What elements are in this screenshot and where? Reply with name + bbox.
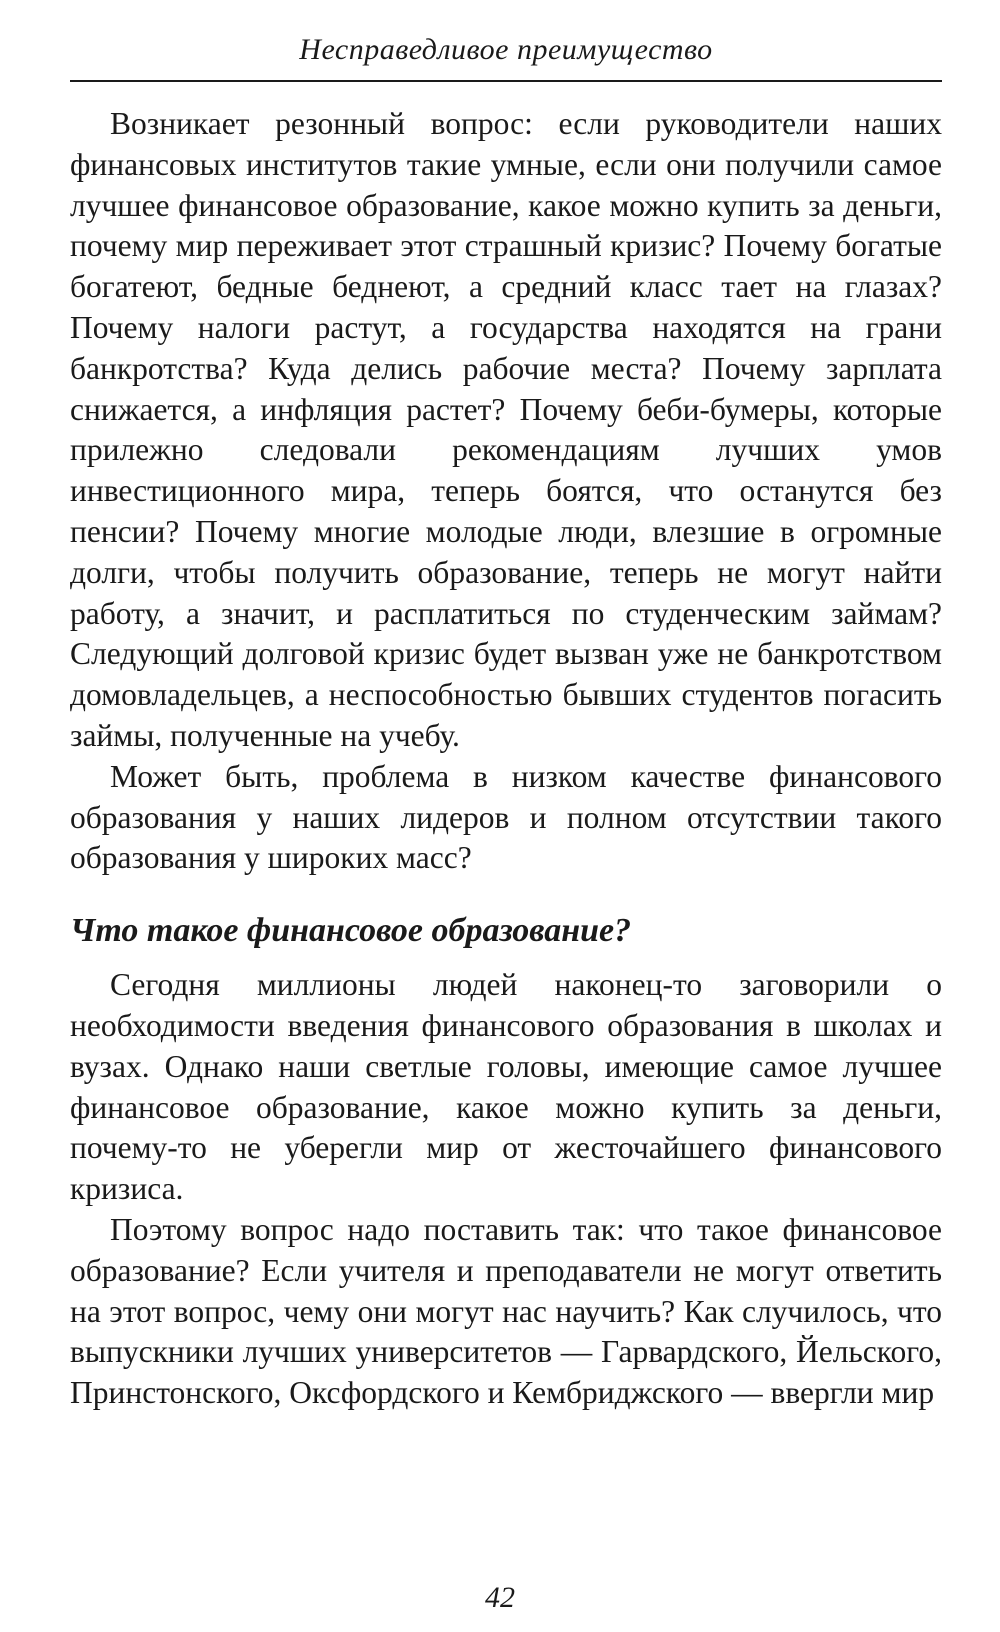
running-head: Несправедливое преимущество [299, 33, 713, 66]
paragraph: Возникает резонный вопрос: если руководители наших финансовых институтов такие умные, если они получили самое лучшее финансовое образование, какое можно купить за деньги, почему мир переживает этот страшный кризис? Почему богатые богатеют, бедные беднеют, а средний класс тает на глазах? Почему налоги растут, а государства находятся на грани банкротства? Куда делись рабочие места? Почему зарплата снижается, а инфляция растет? Почему беби-бумеры, которые прилежно следовали рекомендациям лучших умов инвестиционного мира, теперь боятся, что останутся без пенсии? Почему многие молодые люди, влезшие в огромные долги, чтобы получить образование, теперь не могут найти работу, а значит, и расплатиться по студенческим займам? Следующий долговой кризис будет вызван уже не банкротством домовладельцев, а неспособностью бывших студентов погасить займы, полученные на учебу. [70, 106, 942, 753]
section-heading: Что такое финансовое образование? [70, 912, 632, 950]
header-rule [70, 80, 942, 82]
page-number: 42 [485, 1581, 515, 1614]
paragraph: Может быть, проблема в низком качестве финансового образования у наших лидеров и полном отсутствии такого образования у широких масс? [70, 758, 942, 876]
paragraph: Поэтому вопрос надо поставить так: что такое финансовое образование? Если учителя и преподаватели не могут ответить на этот вопрос, чему они могут нас научить? Как случилось, что выпускники лучших университетов — Гарвардского, Йельского, Принстонского, Оксфордского и Кембриджского — ввергли мир [70, 1211, 942, 1411]
body-text [70, 104, 942, 1414]
paragraph: Сегодня миллионы людей наконец-то заговорили о необходимости введения финансового образования в школах и вузах. Однако наши светлые головы, имеющие самое лучшее финансовое образование, какое можно купить за деньги, почему-то не уберегли мир от жесточайшего финансового кризиса. [70, 967, 942, 1207]
